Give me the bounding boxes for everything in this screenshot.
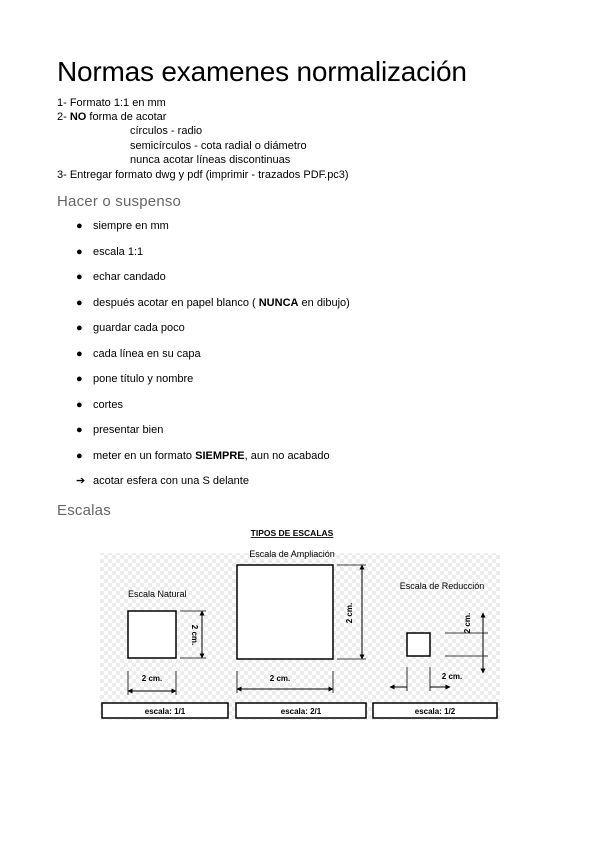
rule-2 [57, 110, 166, 124]
bullet-icon: ● [76, 296, 83, 309]
scale-ampliacion: escala: 2/1 [280, 707, 322, 716]
bullet-icon: ● [76, 347, 83, 360]
rule-2-suffix: forma de acotar [86, 111, 167, 123]
scale-natural: escala: 1/1 [144, 707, 186, 716]
natural-dim-vertical: 2 cm. [190, 624, 199, 646]
rule-3: 3- Entregar formato dwg y pdf (imprimir - trazados PDF.pc3) [57, 169, 349, 181]
reduccion-label: Escala de Reducción [399, 581, 485, 591]
rule-2-sub-2: semicírculos - cota radial o diámetro [130, 140, 307, 152]
reduccion-square [407, 633, 430, 656]
rule-1: 1- Formato 1:1 en mm [57, 97, 166, 109]
ampliacion-dim-vertical: 2 cm. [345, 602, 354, 624]
rule-2-prefix: 2- [57, 111, 70, 123]
scales-figure [100, 527, 500, 722]
bullet-icon: ● [76, 449, 83, 462]
page-title: Normas examenes normalización [57, 56, 467, 87]
reduccion-dim-vertical: 2 cm. [463, 612, 472, 634]
scale-reduccion: escala: 1/2 [414, 707, 456, 716]
bullet-icon: ● [76, 245, 83, 258]
bullet-icon: ● [76, 373, 83, 385]
natural-dim-horizontal: 2 cm. [141, 674, 163, 683]
natural-label: Escala Natural [128, 589, 187, 599]
natural-square [128, 611, 176, 658]
rule-2-sub-3: nunca acotar líneas discontinuas [130, 154, 291, 166]
rule-2-bold: NO [69, 111, 87, 123]
reduccion-dim-horizontal: 2 cm. [441, 672, 463, 681]
ampliacion-square [237, 565, 333, 659]
bullet-icon: ● [76, 220, 83, 232]
bullet-icon: ● [76, 322, 83, 334]
bullet-icon: ● [76, 398, 83, 411]
arrow-right-icon: ➔ [76, 475, 86, 487]
ampliacion-label: Escala de Ampliación [249, 549, 335, 559]
ampliacion-dim-horizontal: 2 cm. [269, 674, 291, 683]
figure-title: TIPOS DE ESCALAS [250, 528, 334, 538]
bullet-icon: ● [76, 271, 83, 283]
section-heading-hacer: Hacer o suspenso [57, 193, 182, 210]
rule-2-sub-1: círculos - radio [130, 125, 203, 137]
bullet-icon: ● [76, 424, 83, 436]
section-heading-escalas: Escalas [57, 502, 111, 519]
